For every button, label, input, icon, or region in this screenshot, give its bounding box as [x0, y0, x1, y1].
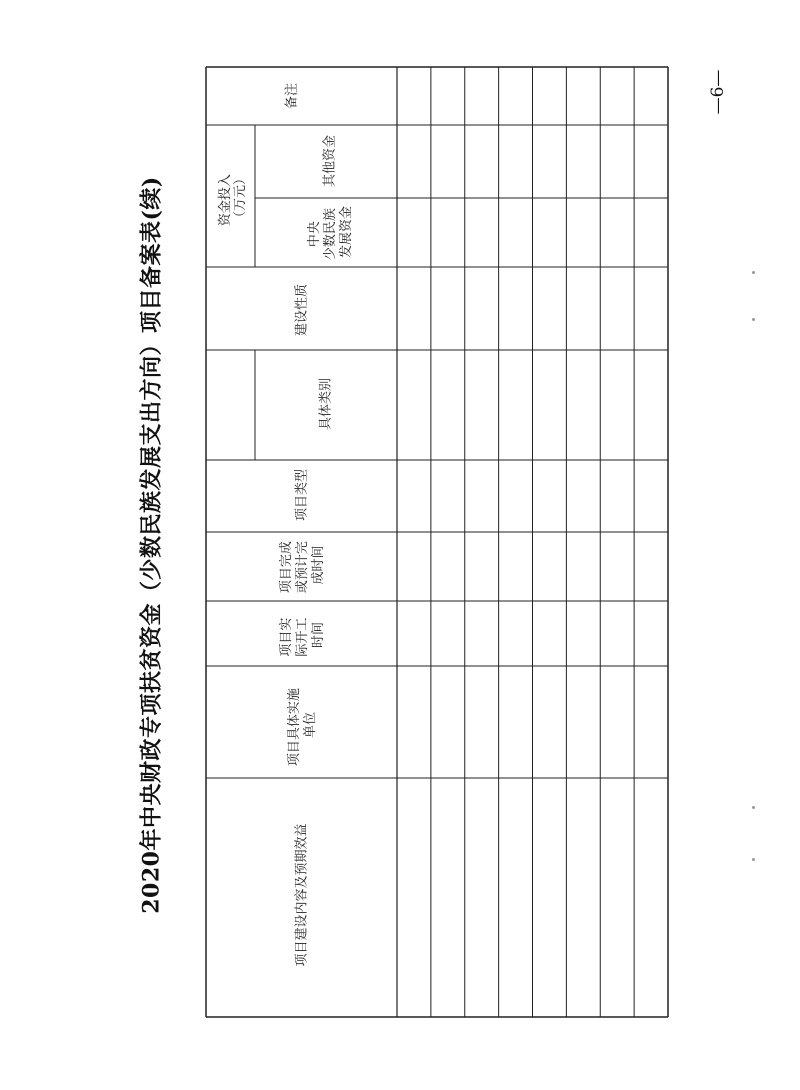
header-implementing-unit-line-1: 项目具体实施 [286, 688, 302, 767]
header-implementing-unit [286, 684, 318, 766]
header-actual-start-time [279, 613, 326, 656]
header-construction-content: 项目建设内容及预期效益 [294, 823, 310, 967]
header-planned-completion-time-line-2: 或预计完 [294, 541, 310, 594]
header-central-minority-funds-line-1: 中央 [306, 221, 322, 248]
header-planned-completion-time-line-1: 项目完成 [278, 541, 294, 594]
header-implementing-unit-line-2: 单位 [302, 711, 318, 739]
header-actual-start-time-line-2: 际开工 [294, 617, 310, 657]
header-planned-completion-time [278, 537, 326, 593]
header-actual-start-time-line-1: 项目实 [278, 617, 294, 657]
header-central-minority-funds-line-3: 发展资金 [338, 205, 354, 259]
page-number: —6— [708, 69, 728, 115]
header-central-minority-funds-line-2: 少数民族 [322, 208, 338, 261]
header-fund-investment-line-2: （万元） [232, 171, 248, 225]
header-remarks: 备注 [284, 82, 300, 110]
header-specific-category: 具体类别 [318, 377, 334, 431]
page-title: 2020年中央财政专项扶贫资金（少数民族发展支出方向）项目备案表(续) [138, 176, 165, 914]
scan-mark [752, 318, 755, 321]
header-actual-start-time-line-3: 时间 [310, 621, 326, 649]
header-fund-investment-line-1: 资金投入 [217, 174, 233, 227]
header-other-funds: 其他资金 [322, 134, 338, 188]
scan-mark [752, 271, 755, 274]
scan-mark [752, 858, 755, 861]
scan-mark [752, 806, 755, 809]
header-construction-nature: 建设性质 [294, 283, 310, 337]
header-fund-investment [217, 170, 248, 226]
table-grid [206, 67, 668, 1017]
header-planned-completion-time-line-3: 成时间 [310, 545, 326, 585]
header-project-type: 项目类型 [294, 468, 310, 522]
header-central-minority-funds [306, 204, 354, 260]
